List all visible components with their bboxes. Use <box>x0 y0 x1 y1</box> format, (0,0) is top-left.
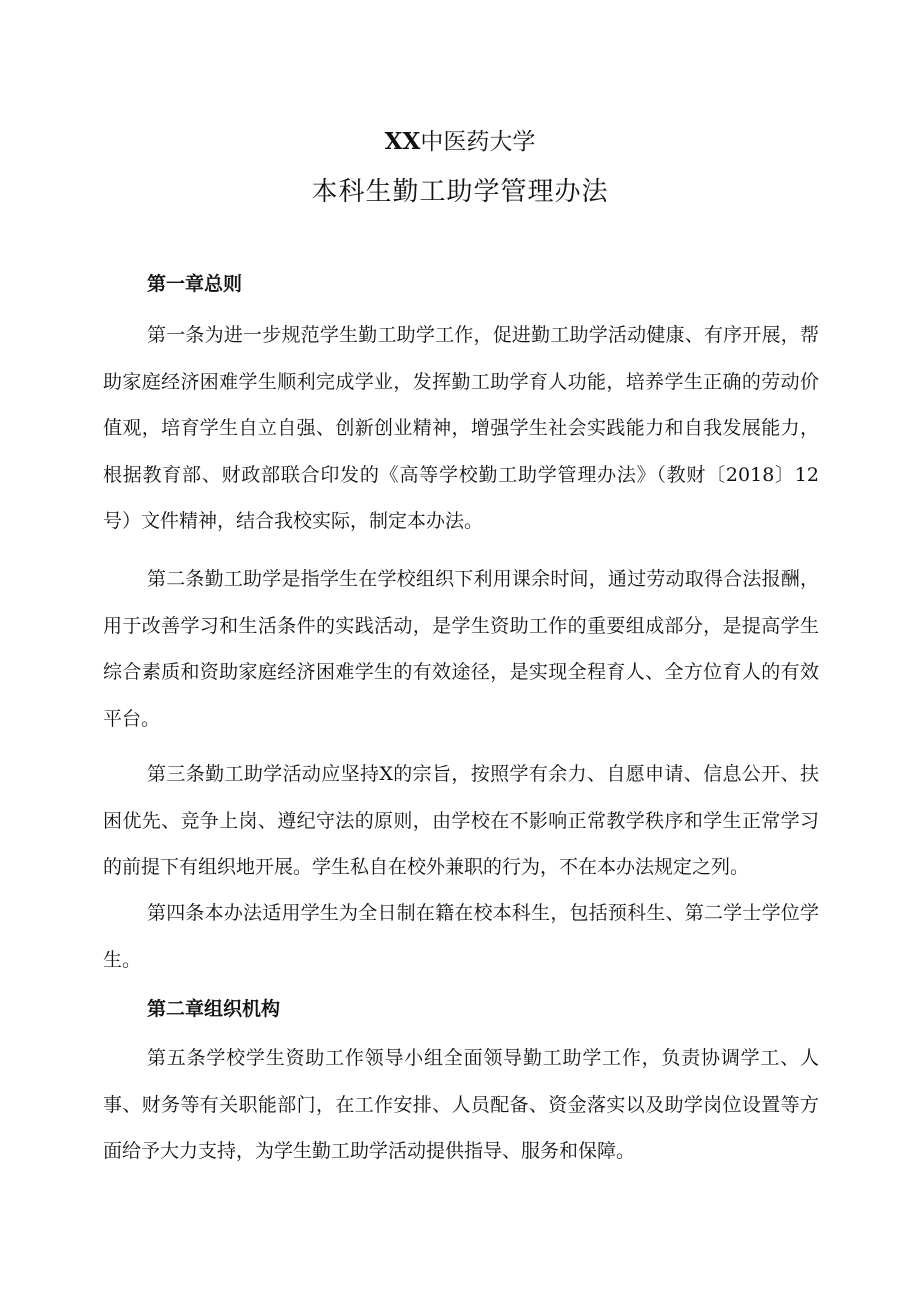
article-4: 第四条本办法适用学生为全日制在籍在校本科生，包括预科生、第二学士学位学生。 <box>103 902 819 971</box>
chapter-2-heading: 第二章组织机构 <box>147 998 281 1020</box>
article-2: 第二条勤工助学是指学生在学校组织下利用课余时间，通过劳动取得合法报酬，用于改善学习和生活条件的实践活动，是学生资助工作的重要组成部分，是提高学生综合素质和资助家庭经济困难学生的有效途径，是实现全程育人、全方位育人的有效平台。 <box>103 568 819 730</box>
article-1: 第一条为进一步规范学生勤工助学工作，促进勤工助学活动健康、有序开展，帮助家庭经济困难学生顺利完成学业，发挥勤工助学育人功能，培养学生正确的劳动价值观，培育学生自立自强、创新创业精神，增强学生社会实践能力和自我发展能力，根据教育部、财政部联合印发的《高等学校勤工助学管理办法》（教财〔2018〕12号）文件精神，结合我校实际，制定本办法。 <box>103 324 819 533</box>
article-5: 第五条学校学生资助工作领导小组全面领导勤工助学工作，负责协调学工、人事、财务等有关职能部门，在工作安排、人员配备、资金落实以及助学岗位设置等方面给予大力支持，为学生勤工助学活动提供指导、服务和保障。 <box>103 1047 819 1163</box>
chapter-1-heading: 第一章总则 <box>147 273 243 295</box>
article-3: 第三条勤工助学活动应坚持X的宗旨，按照学有余力、自愿申请、信息公开、扶困优先、竞争上岗、遵纪守法的原则，由学校在不影响正常教学秩序和学生正常学习的前提下有组织地开展。学生私自在校外兼职的行为，不在本办法规定之列。 <box>103 763 819 879</box>
school-name-suffix: 中医药大学 <box>420 129 536 155</box>
school-name <box>0 122 920 162</box>
school-name-prefix: XX <box>384 128 421 155</box>
document-title: 本科生勤工助学管理办法 <box>311 177 609 207</box>
